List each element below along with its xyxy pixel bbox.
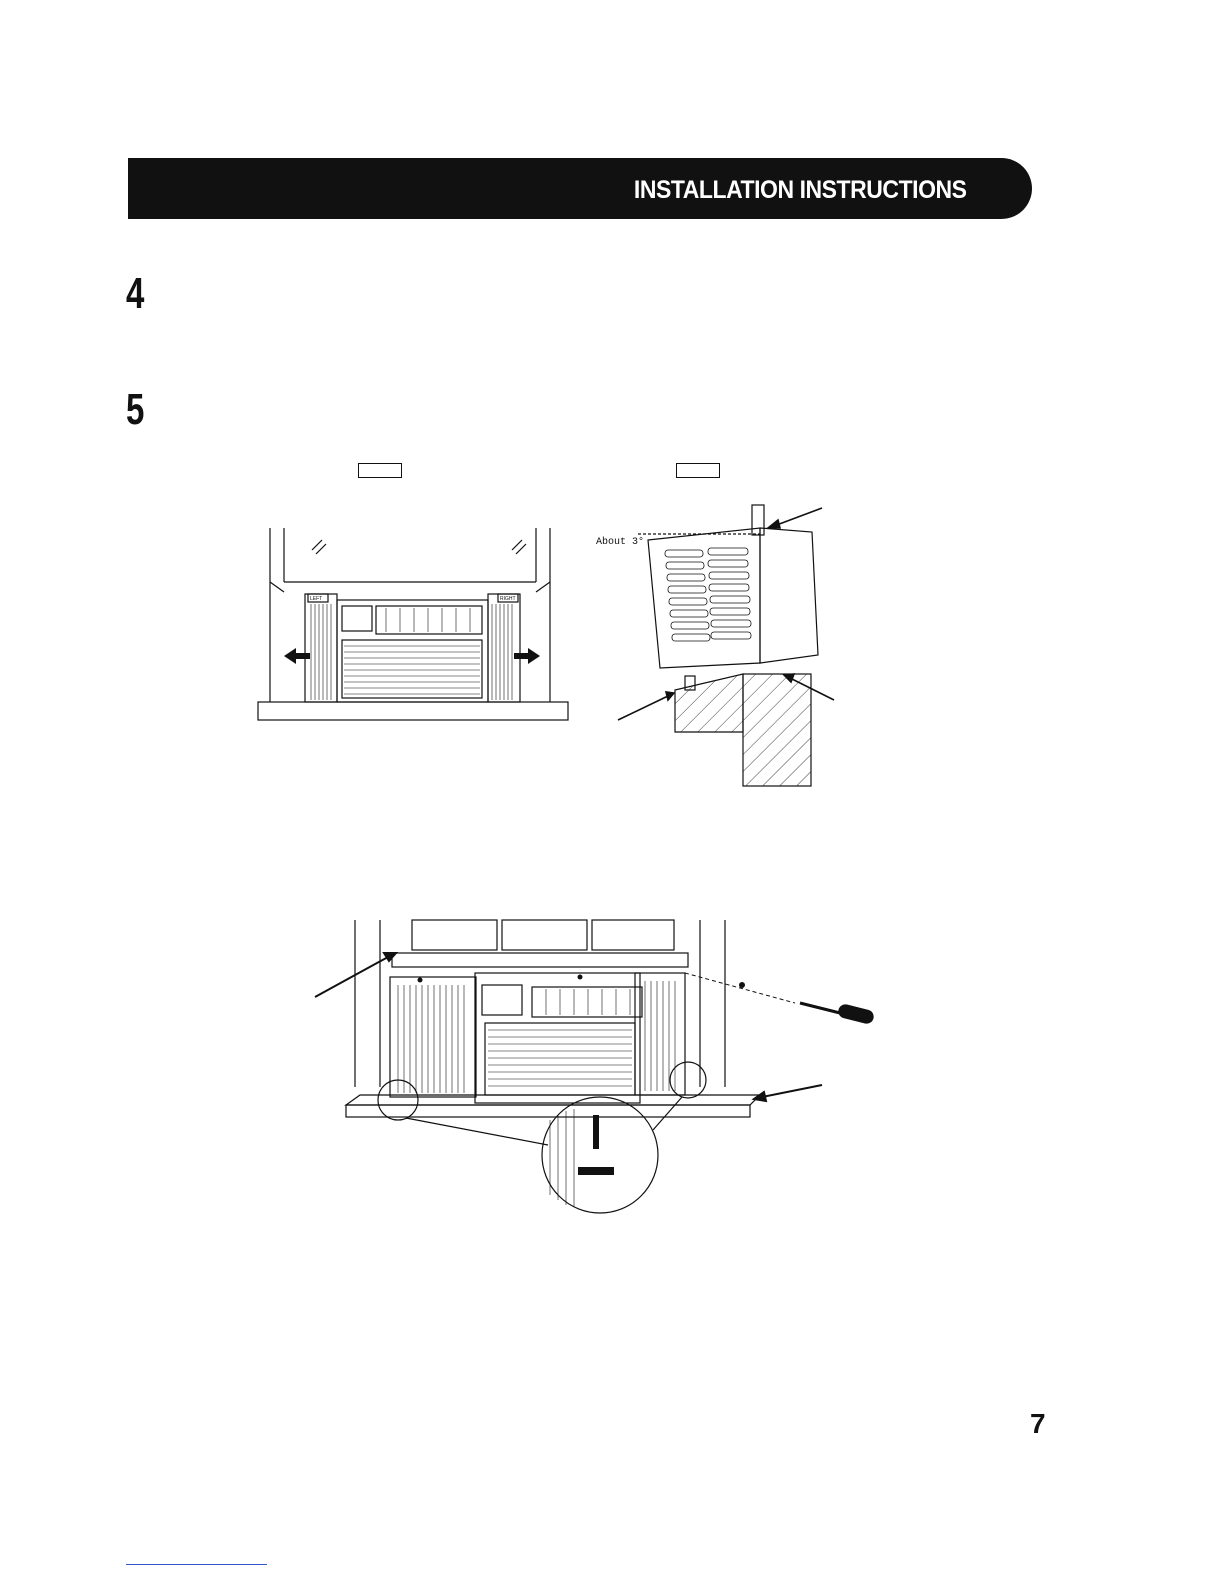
side-view-illustration	[590, 500, 840, 790]
front-view-illustration	[250, 520, 580, 730]
footer-link-underline[interactable]	[126, 1564, 267, 1565]
step-number-5: 5	[126, 385, 145, 434]
panel-label-right: RIGHT	[500, 596, 516, 602]
installed-unit-illustration	[310, 915, 890, 1215]
page-number: 7	[1030, 1408, 1046, 1439]
section-title: INSTALLATION INSTRUCTIONS	[634, 176, 967, 204]
section-header-bar	[128, 158, 1032, 219]
tilt-angle-label: About 3°	[596, 537, 645, 548]
figure-label-box-right	[676, 463, 720, 478]
figure-label-box-left	[358, 463, 402, 478]
screwdriver-handle	[837, 1003, 875, 1025]
step-number-4: 4	[126, 269, 145, 318]
extend-arrows	[284, 648, 540, 664]
panel-label-left: LEFT	[310, 596, 323, 602]
